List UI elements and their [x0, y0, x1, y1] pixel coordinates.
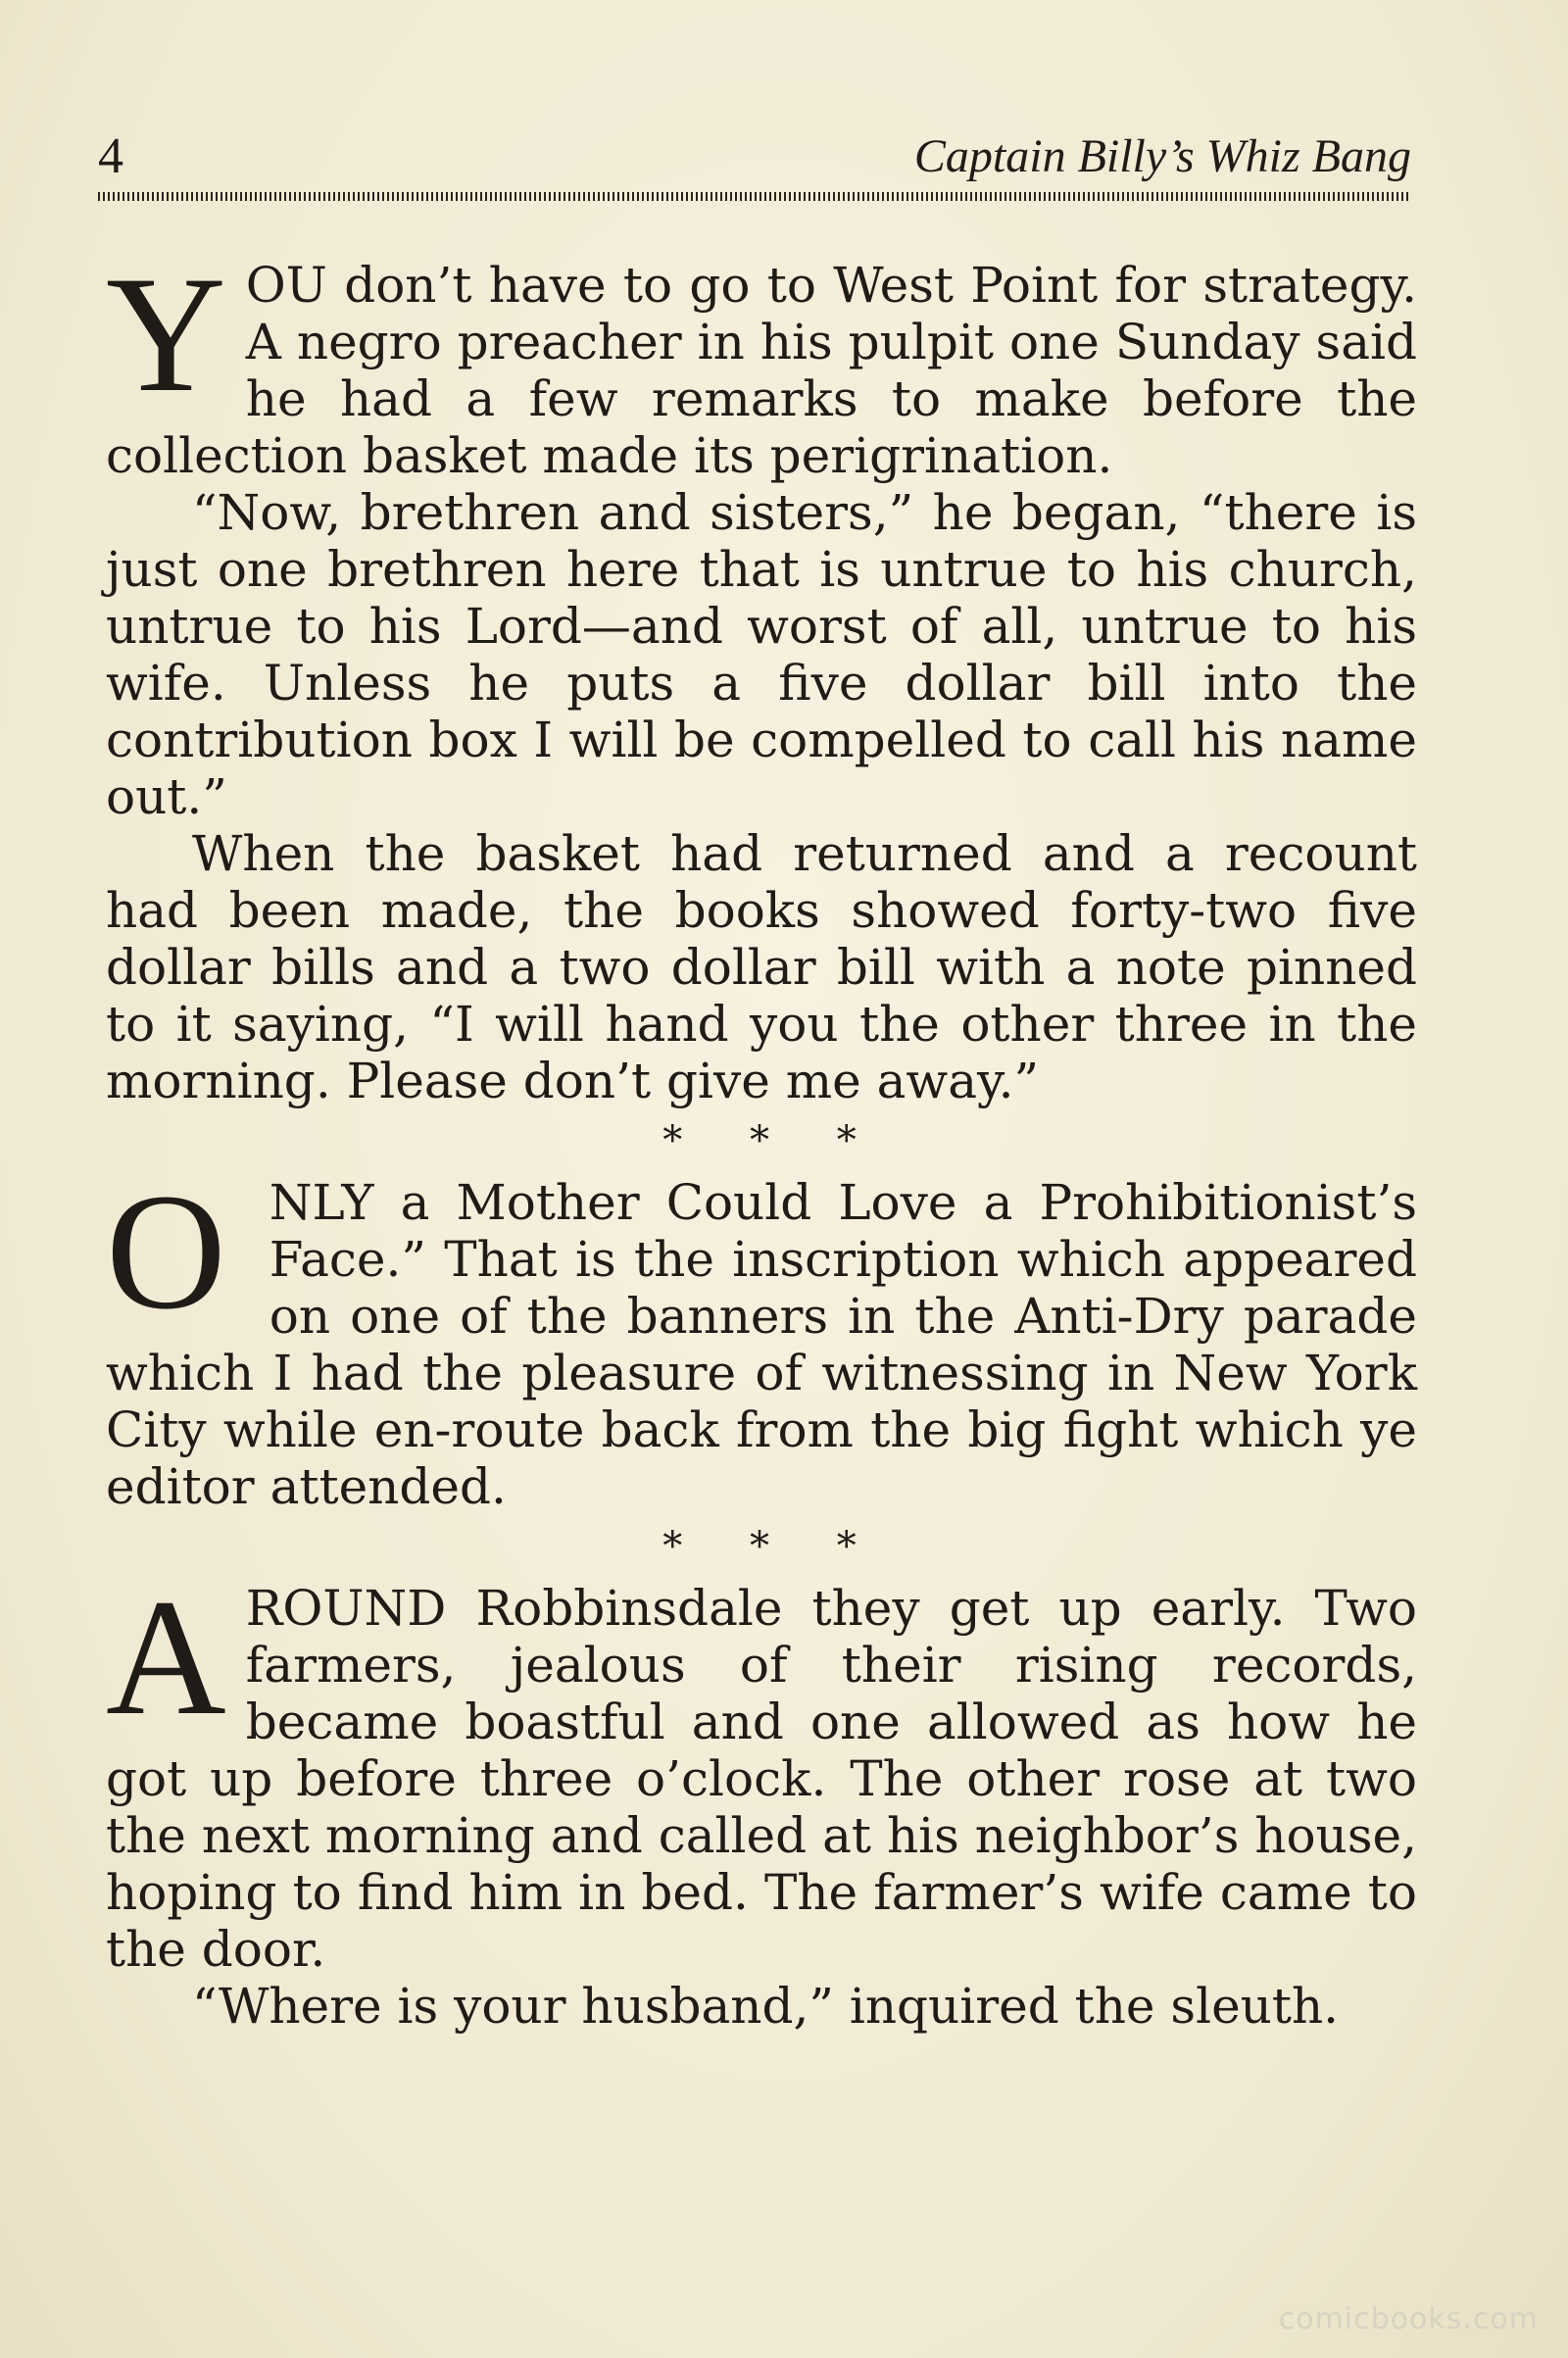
paragraph-text: NLY a Mother Could Love a Prohibitionist’s Face.” That is the inscription which appeared on one of the banners in the Anti-Dry parade which I had the pleasure of witnessing in New York City while en-route back from the big fight which ye editor attended.: [106, 1174, 1417, 1515]
drop-cap: A: [106, 1565, 226, 1749]
article-paragraph: “Where is your husband,” inquired the sleuth.: [192, 1978, 1340, 2035]
article-paragraph: [106, 1565, 1417, 1978]
article-west-point: [106, 242, 1417, 1109]
article-robbinsdale: [106, 1565, 1417, 2035]
article-paragraph: [106, 242, 1417, 484]
article-paragraph: [106, 1159, 1417, 1515]
page-header: [98, 127, 1411, 186]
article-paragraph: “Now, brethren and sisters,” he began, “there is just one brethren here that is untrue to his church, untrue to his Lord—and worst of all, untrue to his wife. Unless he puts a five dollar bill into the contribution box I will be compelled to call his name out.”: [106, 484, 1417, 825]
header-rule: [98, 192, 1411, 201]
drop-cap: O: [106, 1159, 226, 1344]
article-prohibitionist: [106, 1159, 1417, 1515]
section-separator: * * *: [662, 1118, 884, 1163]
page-content: [106, 242, 1417, 2035]
running-title: Captain Billy’s Whiz Bang: [913, 130, 1411, 182]
page-number: 4: [98, 128, 123, 184]
paragraph-text: OU don’t have to go to West Point for strategy. A negro preacher in his pulpit one Sunday said he had a few remarks to make before the collection basket made its perigrination.: [106, 257, 1417, 484]
paragraph-text: ROUND Robbinsdale they get up early. Two farmers, jealous of their rising records, became boastful and one allowed as how he got up before three o’clock. The other rose at two the next morning and called at his neighbor’s house, hoping to find him in bed. The farmer’s wife came to the door.: [106, 1580, 1417, 1978]
drop-cap: Y: [106, 242, 226, 426]
watermark-text: comicbooks.com: [1278, 2302, 1539, 2336]
article-paragraph: When the basket had returned and a recount had been made, the books showed forty-two five dollar bills and a two dollar bill with a note pinned to it saying, “I will hand you the other three in the morning. Please don’t give me away.”: [106, 825, 1417, 1109]
section-separator: * * *: [662, 1524, 884, 1569]
